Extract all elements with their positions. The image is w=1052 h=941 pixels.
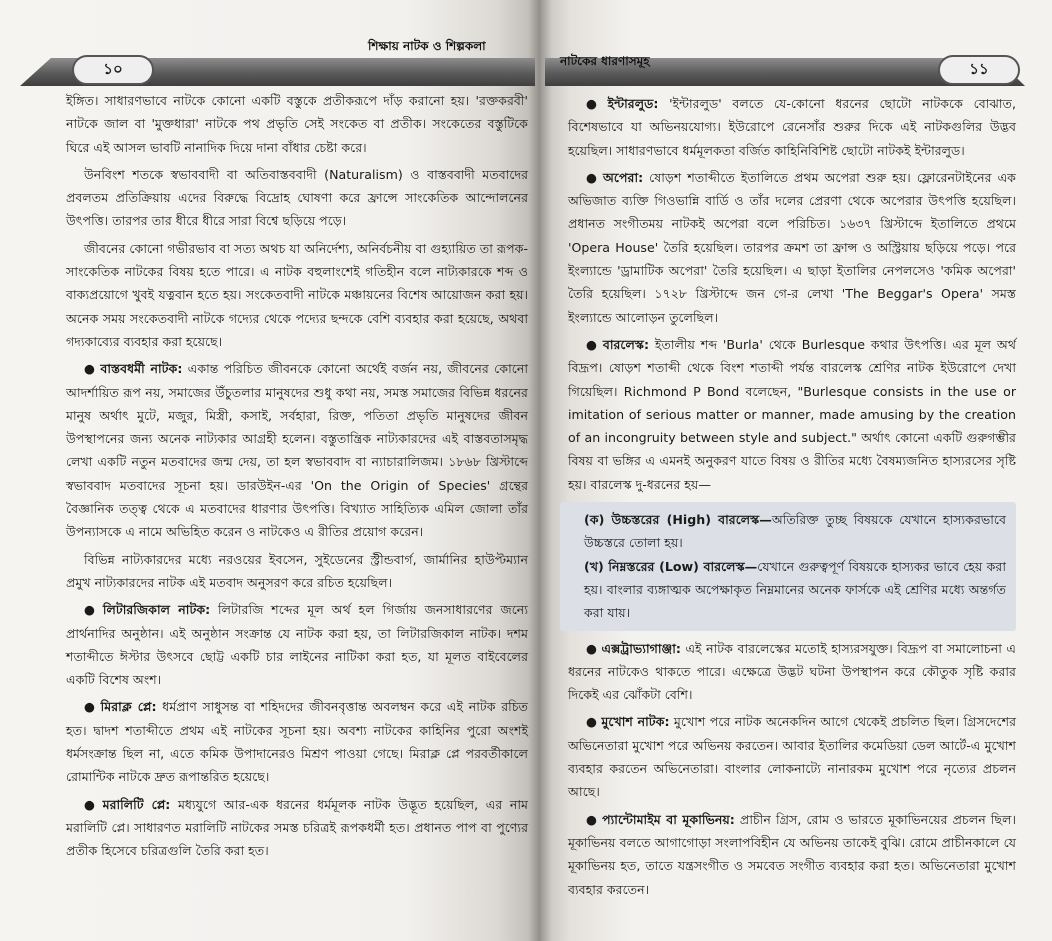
bullet-icon: ●: [84, 602, 99, 618]
term-heading: মরালিটি প্লে:: [102, 796, 171, 812]
term-entry: [568, 333, 1016, 496]
term-heading: মিরাক্ল প্লে:: [100, 699, 157, 715]
paragraph: ইঙ্গিত। সাধারণভাবে নাটকে কোনো একটি বস্তুকে প্রতীকরূপে দাঁড় করানো হয়। 'রক্তকরবী' নাটকে জাল বা 'মুক্তধারা' নাটকে পথ প্রভৃতি সেই সংকেত বা প্রতীক। সংকেতের বস্তুটিকে ঘিরে এই আসল ভাবটি নানাদিক দিয়ে দানা বাঁধার চেষ্টা করে।: [66, 93, 528, 155]
bullet-icon: ●: [586, 96, 604, 111]
term-entry: [568, 92, 1016, 162]
term-heading: ইন্টারলুড:: [607, 96, 659, 111]
box-item-heading: (ক) উচ্চস্তরের (High) বারলেস্ক—: [584, 512, 772, 528]
term-body: এই নাটক বারলেস্কের মতোই হাস্যরসযুক্ত। বিদ্রূপ বা সমালোচনা এ ধরনের নাটকেও থাকতে পারে। এক্ষেত্রে উদ্ভট ঘটনা উপস্থাপন করে কৌতুক সৃষ্টি করার দিকেই এর ঝোঁকটা বেশি।: [568, 640, 1016, 703]
term-entry: [568, 808, 1016, 901]
box-item: [584, 508, 1006, 555]
term-body: মুখোশ পরে নাটক অনেকদিন আগে থেকেই প্রচলিত ছিল। গ্রিসদেশের অভিনেতারা মুখোশ পরে অভিনয় করতেন। আবার ইতালির কমেডিয়া ডেল আর্টে-এ মুখোশ ব্যবহার করতেন অভিনেতারা। বাংলার লোকনাট্যে নানারকম মুখোশ পরে নৃত্যের প্রচলন আছে।: [568, 714, 1016, 800]
term-body: ষোড়শ শতাব্দীতে ইতালিতে প্রথম অপেরা শুরু হয়। ফ্লোরেনটাইনের এক অভিজাত ব্যক্তি গিওভান্নি বার্ডি ও তাঁর দলের প্রেরণা থেকে অপেরার উৎপত্তি হয়েছিল। প্রধানত সংগীতময় নাটকই অপেরা বলে পরিচিত। ১৬৩৭ খ্রিস্টাব্দে ইতালিতে প্রথমে 'Opera House' তৈরি হয়েছিল। তারপর ক্রমশ তা ফ্রান্স ও অস্ট্রিয়ায় ছড়িয়ে পড়ে। পরে ইংল্যান্ডে 'ড্রামাটিক অপেরা' তৈরি হয়েছিল। এ ছাড়া ইতালির নেপলসেও 'কমিক অপেরা' তৈরি হয়েছিল। ১৭২৮ খ্রিস্টাব্দে জন গে-র লেখা 'The Beggar's Opera' সমস্ত ইংল্যান্ডে আলোড়ন তুলেছিল।: [568, 169, 1016, 325]
book-gutter: [528, 0, 552, 941]
bullet-icon: ●: [586, 714, 598, 730]
box-item-body: যেখানে গুরুত্বপূর্ণ বিষয়কে হাস্যকর ভাবে হেয় করা হয়। বাংলার ব্যঙ্গাত্মক অপেক্ষাকৃত নিম্নমানের অনেক ফার্সকে এই শ্রেণির মধ্যে অন্তর্গত করা যায়।: [584, 558, 1006, 621]
left-body-text: [66, 89, 528, 867]
burlesque-types-box: [560, 502, 1016, 630]
term-entry: [66, 357, 528, 543]
term-body: ইতালীয় শব্দ 'Burla' থেকে Burlesque কথার উৎপত্তি। এর মূল অর্থ বিদ্রূপ। ষোড়শ শতাব্দী থেকে বিংশ শতাব্দী পর্যন্ত বারলেস্ক শ্রেণির নাটক ইউরোপে দেখা গিয়েছিল। Richmond P Bond বলেছেন, "Burlesque consists in the use or imitation of serious matter or manner, made amusing by the creation of an incongruity between style and subject." অর্থাৎ কোনো একটি গুরুগম্ভীর বিষয় বা ভঙ্গির এ এমনই অনুকরণ যাতে বিষয় ও রীতির মধ্যে বৈষম্যজনিত হাস্যরসের সৃষ্টি হয়। বারলেস্ক দু-ধরনের হয়—: [568, 336, 1016, 492]
left-running-head: শিক্ষায় নাটক ও শিল্পকলা: [368, 39, 486, 53]
paragraph: উনবিংশ শতকে স্বভাববাদী বা অতিবাস্তববাদী (Naturalism) ও বাস্তববাদী মতবাদের প্রবলতম প্রতিক্রিয়ায় এদের বিরুদ্ধে বিদ্রোহ ঘোষণা করে ফ্রান্সে সাংকেতিক আন্দোলনের উৎপত্তি। তারপর তার ধীরে ধীরে সারা বিশ্বে ছড়িয়ে পড়ে।: [66, 166, 528, 229]
term-body: 'ইন্টারলুড' বলতে যে-কোনো ধরনের ছোটো নাটককে বোঝাত, বিশেষভাবে যা অভিনয়যোগ্য। ইউরোপে রেনেসাঁর শুরুর দিকে এই নাটকগুলির উদ্ভব হয়েছিল। সাধারণভাবে ধর্মমূলকতা বর্জিত কাহিনিবিশিষ্ট ছোটো নাটকই ইন্টারলুড।: [568, 96, 1016, 158]
bullet-icon: ●: [586, 336, 599, 352]
bullet-icon: ●: [84, 796, 99, 812]
bullet-icon: ●: [84, 361, 97, 377]
right-running-head: নাটকের ধারণাসমূহ: [560, 54, 650, 68]
term-body: ধর্মপ্রাণ সাধুসন্ত বা শহিদদের জীবনবৃত্তান্ত অবলম্বন করে এই নাটক রচিত হত। দ্বাদশ শতাব্দীতে প্রথম এই নাটকের সূচনা হয়। অবশ্য নাটকের কাহিনির পুরো অংশই ধর্মসংক্রান্ত ছিল না, এতে কমিক উপাদানেরও মিশ্রণ পাওয়া গেছে। মিরাক্ল প্লে পরবর্তীকালে রোমান্টিক নাটকে দ্রুত রূপান্তরিত হয়েছে।: [66, 699, 528, 785]
term-heading: বাস্তবধর্মী নাটক:: [100, 361, 183, 377]
term-heading: মুখোশ নাটক:: [601, 714, 670, 730]
bullet-icon: ●: [586, 169, 600, 185]
term-entry: [568, 637, 1016, 707]
bullet-icon: ●: [586, 640, 598, 656]
term-heading: অপেরা:: [603, 169, 644, 185]
term-heading: বারলেস্ক:: [602, 336, 649, 352]
right-body-text: [568, 92, 1016, 905]
term-heading: এক্সট্রাভ্যাগাঞ্জা:: [601, 640, 681, 656]
box-item: [584, 555, 1006, 625]
term-heading: লিটারজিকাল নাটক:: [102, 602, 211, 618]
term-entry: [66, 793, 528, 863]
paragraph: জীবনের কোনো গভীরভাব বা সত্য অথচ যা অনির্দেশ্য, অনির্বচনীয় বা গুহ্যায়িত তা রূপক-সাংকেতিক নাটকের বিষয় হতে পারে। এ নাটক বহুলাংশেই গতিহীন বলে নাট্যকারকে শব্দ ও বাক্যপ্রয়োগে খুবই যত্নবান হতে হয়। সংকেতবাদী নাটকে মঞ্চায়নের বিশেষ আয়োজন করা হয়। অনেক সময় সংকেতবাদী নাটকে গদ্যের থেকে পদ্যের ছন্দকে বেশি ব্যবহার করা হয়েছে, অথবা গদ্যকাব্যের ব্যবহার করা হয়েছে।: [66, 240, 528, 349]
box-item-heading: (খ) নিম্নস্তরের (Low) বারলেস্ক—: [584, 558, 758, 574]
term-entry: [66, 695, 528, 788]
term-heading: প্যান্টোমাইম বা মূকাভিনয়:: [602, 811, 735, 827]
term-body: প্রাচীন গ্রিস, রোম ও ভারতে মূকাভিনয়ের প্রচলন ছিল। মূকাভিনয় বলতে আগাগোড়া সংলাপবিহীন যে অভিনয় তাকেই বুঝি। রোমে প্রাচীনকালে যে মূকাভিনয় হত, তাতে যন্ত্রসংগীত ও সমবেত সংগীত ব্যবহার করা হত। অভিনেতারা মুখোশ ব্যবহার করতেন।: [568, 811, 1016, 897]
term-entry: [568, 166, 1016, 329]
bullet-icon: ●: [586, 811, 599, 827]
term-body: মধ্যযুগে আর-এক ধরনের ধর্মমূলক নাটক উদ্ভূত হয়েছিল, এর নাম মরালিটি প্লে। সাধারণত মরালিটি নাটকের সমস্ত চরিত্রই রূপকধর্মী হত। প্রধানত পাপ বা পুণ্যের প্রতীক হিসেবে চরিত্রগুলি তৈরি করা হত।: [66, 796, 529, 859]
right-page-number: ১১: [938, 55, 1020, 85]
term-entry: [66, 598, 528, 691]
term-entry: [568, 710, 1016, 803]
left-page-number: ১০: [72, 55, 154, 85]
term-body: একান্ত পরিচিত জীবনকে কোনো অর্থেই বর্জন নয়, জীবনের কোনো আদর্শায়িত রূপ নয়, সমাজের উঁচুতলার মানুষদের শুধু কথা নয়, সমস্ত সমাজের বিভিন্ন ধরনের মানুষ অর্থাৎ মুটে, মজুর, মিস্ত্রী, কসাই, সর্বহারা, রিক্ত, পতিতা প্রভৃতি মানুষদের জীবন উপস্থাপনের জন্য অনেক নাট্যকার আগ্রহী হলেন। বস্তুতান্ত্রিক নাট্যকারদের এই বাস্তবতাসমৃদ্ধ লেখা একটি নতুন মতবাদের জন্ম দেয়, তা হল স্বভাববাদ বা ন্যাচারালিজম। ১৮৬৮ খ্রিস্টাব্দে স্বভাববাদ মতবাদের সূচনা হয়। ডারউইন-এর 'On the Origin of Species' গ্রন্থের বৈজ্ঞানিক তত্ত্ব থেকে এ মতবাদের ধারণার উৎপত্তি। বিখ্যাত সাহিত্যিক এমিল জোলা তাঁর উপন্যাসকে এ নামে অভিহিত করেন ও নাটকেও এ রীতির প্রয়োগ করেন।: [66, 361, 528, 540]
bullet-icon: ●: [84, 699, 97, 715]
paragraph: বিভিন্ন নাট্যকারদের মধ্যে নরওয়ের ইবসেন, সুইডেনের স্ট্রীন্ডবার্গ, জার্মানির হাউপ্টম্যান প্রমুখ নাট্যকারদের নাটক এই মতবাদ অনুসরণ করে রচিত হয়েছিল।: [66, 551, 528, 590]
box-item-body: অতিরিক্ত তুচ্ছ বিষয়কে যেখানে হাস্যকরভাবে উচ্চস্তরে তোলা হয়।: [584, 512, 1006, 551]
term-body: লিটারজি শব্দের মূল অর্থ হল গির্জায় জনসাধারণের জন্যে প্রার্থনাদির অনুষ্ঠান। এই অনুষ্ঠান সংক্রান্ত যে নাটক করা হয়, তা লিটারজিকাল নাটক। দশম শতাব্দীতে ঈস্টার উৎসবে ছোট্ট একটি চার লাইনের নাটিকা করা হত, যা মূলত বাইবেলের একটি বিশেষ অংশ।: [66, 602, 528, 688]
